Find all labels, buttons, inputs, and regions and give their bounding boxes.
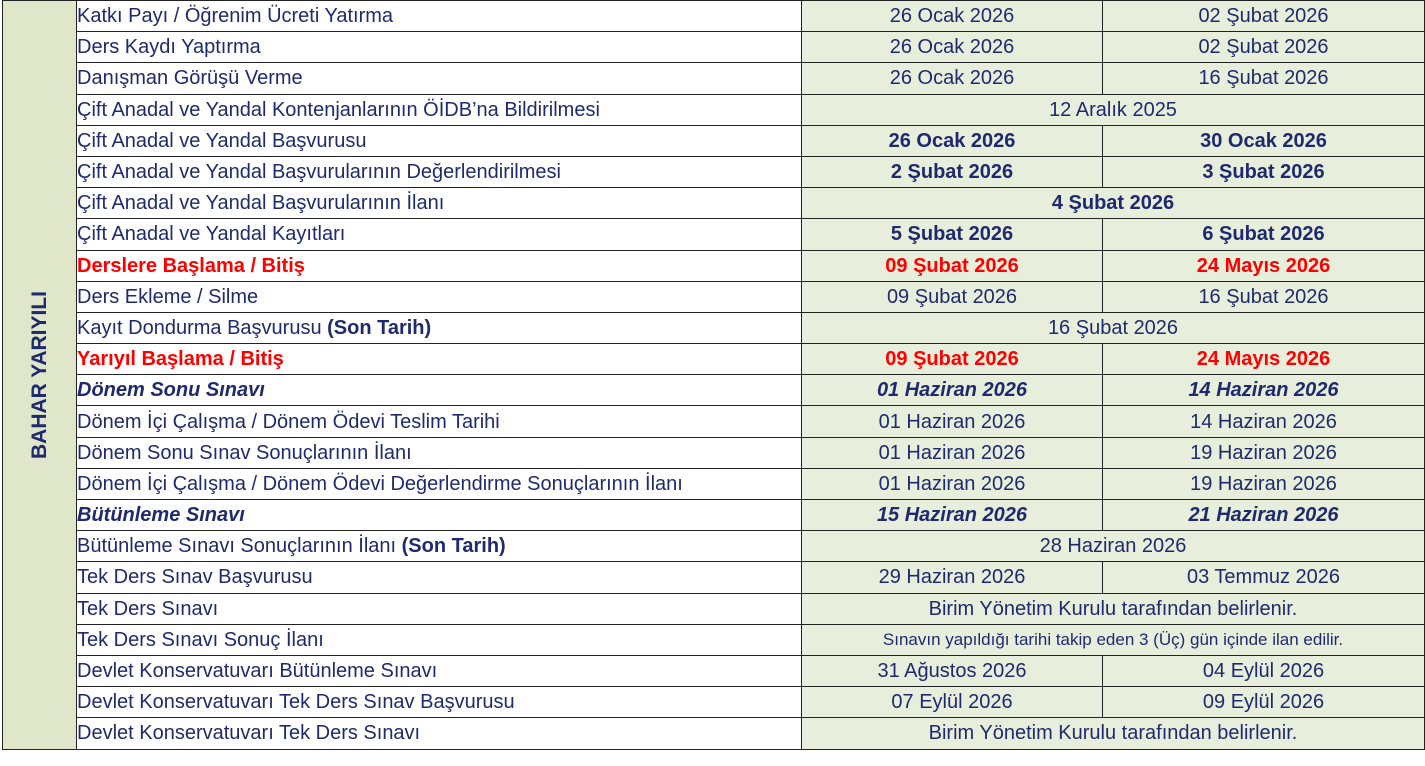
activity-cell: Yarıyıl Başlama / Bitiş [77,344,802,375]
table-row [3,718,1425,749]
start-date-cell: 26 Ocak 2026 [802,32,1103,63]
end-date-cell: 14 Haziran 2026 [1103,406,1425,437]
activity-cell: Katkı Payı / Öğrenim Ücreti Yatırma [77,1,802,32]
start-date-cell: 01 Haziran 2026 [802,437,1103,468]
start-date-cell: 26 Ocak 2026 [802,63,1103,94]
end-date-cell: 6 Şubat 2026 [1103,219,1425,250]
table-row [3,437,1425,468]
activity-cell: Tek Ders Sınav Başvurusu [77,562,802,593]
table-row [3,312,1425,343]
activity-cell: Çift Anadal ve Yandal Kayıtları [77,219,802,250]
activity-cell: Çift Anadal ve Yandal Kontenjanlarının ÖİDB’na Bildirilmesi [77,94,802,125]
activity-cell: Danışman Görüşü Verme [77,63,802,94]
table-row [3,94,1425,125]
start-date-cell: 31 Ağustos 2026 [802,655,1103,686]
end-date-cell: 04 Eylül 2026 [1103,655,1425,686]
end-date-cell: 02 Şubat 2026 [1103,1,1425,32]
activity-cell: Devlet Konservatuvarı Tek Ders Sınavı [77,718,802,749]
start-date-cell: 09 Şubat 2026 [802,281,1103,312]
single-date-cell: 12 Aralık 2025 [802,94,1425,125]
table-row [3,156,1425,187]
activity-cell: Devlet Konservatuvarı Bütünleme Sınavı [77,655,802,686]
activity-cell: Dönem Sonu Sınavı [77,375,802,406]
single-date-cell: Sınavın yapıldığı tarihi takip eden 3 (Üç) gün içinde ilan edilir. [802,624,1425,655]
academic-calendar-table [2,0,1425,750]
start-date-cell: 26 Ocak 2026 [802,1,1103,32]
end-date-cell: 16 Şubat 2026 [1103,281,1425,312]
activity-cell: Dönem İçi Çalışma / Dönem Ödevi Teslim Tarihi [77,406,802,437]
start-date-cell: 01 Haziran 2026 [802,468,1103,499]
end-date-cell: 21 Haziran 2026 [1103,500,1425,531]
activity-cell [77,312,802,343]
end-date-cell: 03 Temmuz 2026 [1103,562,1425,593]
table-row [3,125,1425,156]
activity-cell: Çift Anadal ve Yandal Başvurularının Değerlendirilmesi [77,156,802,187]
table-row [3,32,1425,63]
end-date-cell: 24 Mayıs 2026 [1103,250,1425,281]
activity-cell: Dönem İçi Çalışma / Dönem Ödevi Değerlendirme Sonuçlarının İlanı [77,468,802,499]
activity-text: Kayıt Dondurma Başvurusu [77,316,328,339]
start-date-cell: 01 Haziran 2026 [802,406,1103,437]
table-row [3,500,1425,531]
table-row [3,593,1425,624]
activity-cell: Devlet Konservatuvarı Tek Ders Sınav Başvurusu [77,687,802,718]
start-date-cell: 01 Haziran 2026 [802,375,1103,406]
single-date-cell: 28 Haziran 2026 [802,531,1425,562]
end-date-cell: 19 Haziran 2026 [1103,437,1425,468]
end-date-cell: 09 Eylül 2026 [1103,687,1425,718]
start-date-cell: 29 Haziran 2026 [802,562,1103,593]
single-date-cell: 16 Şubat 2026 [802,312,1425,343]
activity-cell: Tek Ders Sınavı Sonuç İlanı [77,624,802,655]
end-date-cell: 3 Şubat 2026 [1103,156,1425,187]
start-date-cell: 09 Şubat 2026 [802,250,1103,281]
semester-cell [3,1,77,750]
end-date-cell: 30 Ocak 2026 [1103,125,1425,156]
table-row [3,624,1425,655]
end-date-cell: 16 Şubat 2026 [1103,63,1425,94]
activity-cell: Çift Anadal ve Yandal Başvurusu [77,125,802,156]
table-row [3,375,1425,406]
activity-cell: Çift Anadal ve Yandal Başvurularının İlanı [77,188,802,219]
single-date-cell: 4 Şubat 2026 [802,188,1425,219]
start-date-cell: 26 Ocak 2026 [802,125,1103,156]
table-row [3,188,1425,219]
end-date-cell: 14 Haziran 2026 [1103,375,1425,406]
table-row [3,250,1425,281]
table-row [3,1,1425,32]
activity-cell: Derslere Başlama / Bitiş [77,250,802,281]
table-row [3,406,1425,437]
table-row [3,531,1425,562]
activity-text: Bütünleme Sınavı Sonuçlarının İlanı [77,535,402,558]
activity-cell: Tek Ders Sınavı [77,593,802,624]
start-date-cell: 15 Haziran 2026 [802,500,1103,531]
end-date-cell: 19 Haziran 2026 [1103,468,1425,499]
deadline-note: (Son Tarih) [327,316,432,339]
table-row [3,655,1425,686]
table-row [3,562,1425,593]
start-date-cell: 5 Şubat 2026 [802,219,1103,250]
activity-cell: Ders Ekleme / Silme [77,281,802,312]
start-date-cell: 07 Eylül 2026 [802,687,1103,718]
single-date-cell: Birim Yönetim Kurulu tarafından belirlenir. [802,593,1425,624]
activity-cell [77,531,802,562]
deadline-note: (Son Tarih) [401,535,506,558]
activity-cell: Bütünleme Sınavı [77,500,802,531]
end-date-cell: 24 Mayıs 2026 [1103,344,1425,375]
table-row [3,63,1425,94]
table-row [3,281,1425,312]
activity-cell: Ders Kaydı Yaptırma [77,32,802,63]
activity-cell: Dönem Sonu Sınav Sonuçlarının İlanı [77,437,802,468]
table-row [3,344,1425,375]
single-date-cell: Birim Yönetim Kurulu tarafından belirlenir. [802,718,1425,749]
table-row [3,468,1425,499]
semester-label: BAHAR YARIYILI [27,290,51,459]
table-row [3,687,1425,718]
end-date-cell: 02 Şubat 2026 [1103,32,1425,63]
start-date-cell: 09 Şubat 2026 [802,344,1103,375]
start-date-cell: 2 Şubat 2026 [802,156,1103,187]
table-row [3,219,1425,250]
